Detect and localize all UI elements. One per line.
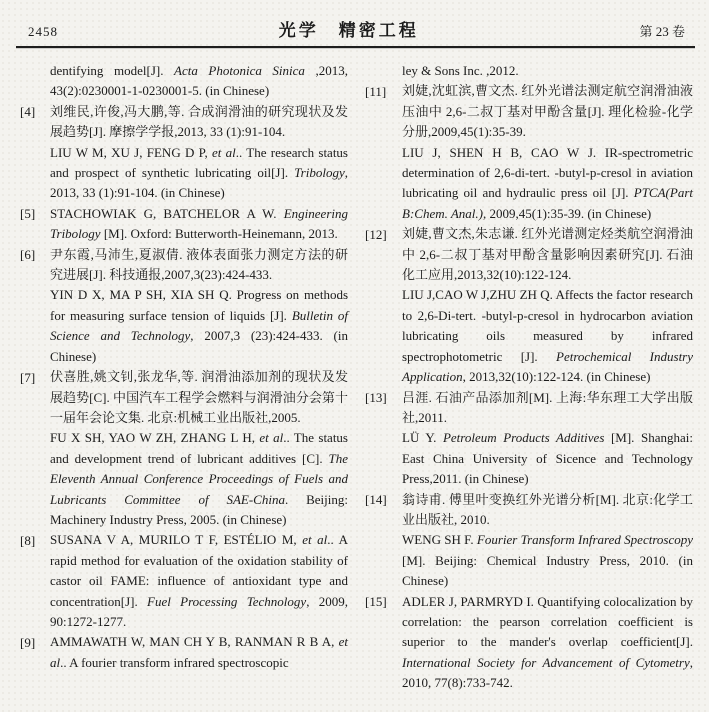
reference-number: [20, 61, 50, 102]
reference-paragraph: [50, 102, 348, 143]
reference-title-italic: Bulletin of Science and Technology: [50, 307, 348, 344]
reference-text: , 2007,3 (23):424-433. (in Chinese): [50, 328, 348, 364]
reference-text: dentifying model[J].: [50, 63, 175, 78]
reference-text: LÜ Y.: [402, 430, 443, 446]
reference-text: 吕涯. 石油产品添加剂[M]. 上海:华东理工大学出版社,2011.: [402, 389, 693, 425]
reference-body: [402, 224, 693, 387]
reference-paragraph: [50, 143, 348, 204]
reference-item: [365, 61, 693, 81]
reference-body: [50, 367, 348, 530]
reference-paragraph: [50, 285, 348, 367]
reference-text: [M]. Beijing: Chemical Industry Press, 2010. (in Chinese): [402, 552, 693, 589]
reference-number: [365, 61, 402, 81]
reference-number: [14]: [365, 492, 387, 508]
reference-item: [365, 490, 693, 592]
reference-paragraph: [50, 428, 348, 530]
page-header: [16, 16, 695, 41]
reference-title-italic: International Society for Advancement of Cytometry: [402, 654, 690, 670]
reference-body: [50, 530, 348, 632]
reference-body: [50, 102, 348, 204]
reference-body: [50, 632, 348, 673]
reference-title-italic: et al: [259, 430, 284, 446]
reference-text: [M]. Oxford: Butterworth-Heinemann, 2013.: [100, 226, 338, 242]
reference-text: ley & Sons Inc. ,2012.: [402, 63, 519, 78]
reference-paragraph: [402, 428, 693, 489]
reference-text: LIU J,CAO W J,ZHU ZH Q. Affects the factor research to 2,6-Di-tert. -butyl-p-cresol in hydrocarbon aviation lubricating oils measured by infrared spectrophotometric [J].: [402, 287, 693, 364]
reference-item: [365, 224, 693, 387]
reference-title-italic: et al: [211, 144, 236, 160]
reference-title-italic: Engineering Tribology: [50, 205, 348, 242]
reference-text: AMMAWATH W, MAN CH Y B, RANMAN R B A,: [50, 634, 339, 650]
reference-item: [365, 81, 693, 224]
reference-text: YIN D X, MA P SH, XIA SH Q. Progress on methods for measuring surface tension of liquids [J].: [50, 287, 348, 323]
reference-number: [4]: [20, 104, 36, 120]
reference-text: WENG SH F.: [402, 532, 477, 548]
reference-text: .. A rapid method for evaluation of the oxidation stability of castor oil FAME: influence of antioxidant type and concentration[J].: [50, 532, 349, 609]
reference-item: [20, 61, 348, 102]
reference-paragraph: [402, 592, 693, 694]
reference-number: [6]: [20, 247, 36, 263]
reference-body: [402, 388, 693, 490]
reference-body: [402, 61, 693, 81]
reference-text: , 2009,45(1):35-39. (in Chinese): [483, 205, 652, 221]
reference-item: [20, 245, 348, 367]
reference-body: [50, 61, 348, 102]
reference-text: , 2013, 33 (1):91-104. (in Chinese): [50, 165, 348, 201]
header-rule: [16, 46, 695, 48]
reference-paragraph: [402, 490, 693, 531]
reference-title-italic: Petroleum Products Additives: [442, 430, 605, 446]
reference-number: [5]: [20, 206, 36, 222]
reference-title-italic: Acta Photonica Sinica: [174, 63, 305, 78]
reference-paragraph: [50, 61, 348, 102]
reference-number: [11]: [365, 83, 387, 99]
reference-number: [13]: [365, 390, 387, 405]
reference-item: [20, 204, 348, 245]
reference-paragraph: [402, 224, 693, 285]
reference-text: 刘婕,沈虹滨,曹文杰. 红外光谱法测定航空润滑油液压油中 2,6-二叔丁基对甲酚含量[J]. 理化检验-化学分册,2009,45(1):35-39.: [402, 83, 693, 140]
reference-body: [402, 592, 693, 694]
reference-title-italic: et al: [50, 634, 348, 670]
references-right-column: [365, 61, 693, 694]
reference-text: 刘婕,曹文杰,朱志谦. 红外光谱测定烃类航空润滑油中 2,6-二叔丁基对甲酚含量影响因素研究[J]. 石油化工应用,2013,32(10):122-124.: [402, 226, 693, 283]
reference-item: [20, 632, 348, 673]
reference-paragraph: [50, 245, 348, 286]
reference-text: STACHOWIAK G, BATCHELOR A W.: [50, 205, 284, 221]
reference-text: 尹东霞,马沛生,夏淑倩. 液体表面张力测定方法的研究进展[J]. 科技通报,2007,3(23):424-433.: [50, 246, 348, 283]
reference-paragraph: [402, 285, 693, 387]
reference-text: .. The status and development trend of lubricant additives [C].: [50, 430, 348, 466]
reference-text: ,2013, 43(2):0230001-1-0230001-5. (in Chinese): [50, 63, 348, 99]
reference-title-italic: Petrochemical Industry Application: [402, 348, 694, 385]
reference-item: [365, 388, 693, 490]
reference-text: ADLER J, PARMRYD I. Quantifying colocalization by correlation: the pearson correlation coefficient is superior to the mander's overlap coefficient[J].: [402, 593, 693, 650]
reference-text: 翁诗甫. 傅里叶变换红外光谱分析[M]. 北京:化学工业出版社, 2010.: [402, 491, 693, 527]
reference-paragraph: [402, 143, 693, 225]
reference-item: [20, 102, 348, 204]
reference-text: . Beijing: Machinery Industry Press, 2005. (in Chinese): [50, 491, 349, 527]
reference-item: [20, 530, 348, 632]
reference-text: 伏喜胜,姚文钊,张龙华,等. 润滑油添加剂的现状及发展趋势[C]. 中国汽车工程学会燃料与润滑油分会第十一届年会论文集. 北京:机械工业出版社,2005.: [50, 369, 348, 425]
reference-text: , 2010, 77(8):733-742.: [402, 654, 693, 691]
reference-paragraph: [402, 530, 693, 591]
references-section: [16, 61, 695, 694]
reference-number: [9]: [20, 634, 36, 650]
reference-number: [8]: [20, 532, 36, 548]
reference-text: , 2009, 90:1272-1277.: [50, 593, 348, 629]
reference-paragraph: [402, 81, 693, 142]
reference-text: LIU W M, XU J, FENG D P,: [50, 144, 212, 160]
reference-number: [7]: [20, 369, 36, 385]
reference-body: [50, 245, 348, 367]
reference-title-italic: The Eleventh Annual Conference Proceedings of Fuels and Lubricants Committee of SAE-China: [50, 450, 348, 507]
reference-title-italic: Fourier Transform Infrared Spectroscopy: [476, 532, 694, 548]
reference-text: .. A fourier transform infrared spectroscopic: [60, 654, 289, 670]
reference-title-italic: Tribology: [294, 165, 345, 181]
reference-body: [402, 81, 693, 224]
reference-number: [12]: [365, 226, 387, 242]
reference-paragraph: [50, 632, 348, 673]
page-number: 2458: [28, 24, 58, 39]
reference-text: .. The research status and prospect of synthetic lubricating oil[J].: [50, 144, 348, 181]
reference-number: [15]: [365, 594, 387, 610]
volume-label: 第 23 卷: [639, 24, 685, 39]
reference-text: LIU J, SHEN H B, CAO W J. IR-spectrometric determination of 2,6-di-tert. -butyl-p-cresol in aviation lubricating oil and hydraulic press oil [J].: [402, 144, 693, 201]
references-left-column: [20, 61, 348, 694]
reference-text: SUSANA V A, MURILO T F, ESTÉLIO M,: [50, 532, 303, 548]
reference-text: FU X SH, YAO W ZH, ZHANG L H,: [50, 430, 260, 446]
reference-title-italic: Fuel Processing Technology: [147, 593, 307, 609]
reference-item: [365, 592, 693, 694]
reference-text: 刘维民,许俊,冯大鹏,等. 合成润滑油的研究现状及发展趋势[J]. 摩擦学学报,2013, 33 (1):91-104.: [50, 103, 348, 140]
reference-text: [M]. Shanghai: East China University of Sicence and Technology Press,2011. (in Chinese): [402, 430, 693, 487]
reference-item: [20, 367, 348, 530]
reference-paragraph: [402, 61, 693, 81]
reference-paragraph: [402, 388, 693, 429]
reference-paragraph: [50, 530, 348, 632]
reference-text: , 2013,32(10):122-124. (in Chinese): [462, 369, 651, 385]
reference-paragraph: [50, 367, 348, 428]
reference-paragraph: [50, 204, 348, 245]
reference-body: [50, 204, 348, 245]
reference-body: [402, 490, 693, 592]
reference-title-italic: et al: [302, 532, 328, 548]
journal-title: 光学 精密工程: [278, 21, 419, 40]
reference-title-italic: PTCA(Part B:Chem. Anal.): [402, 185, 693, 221]
